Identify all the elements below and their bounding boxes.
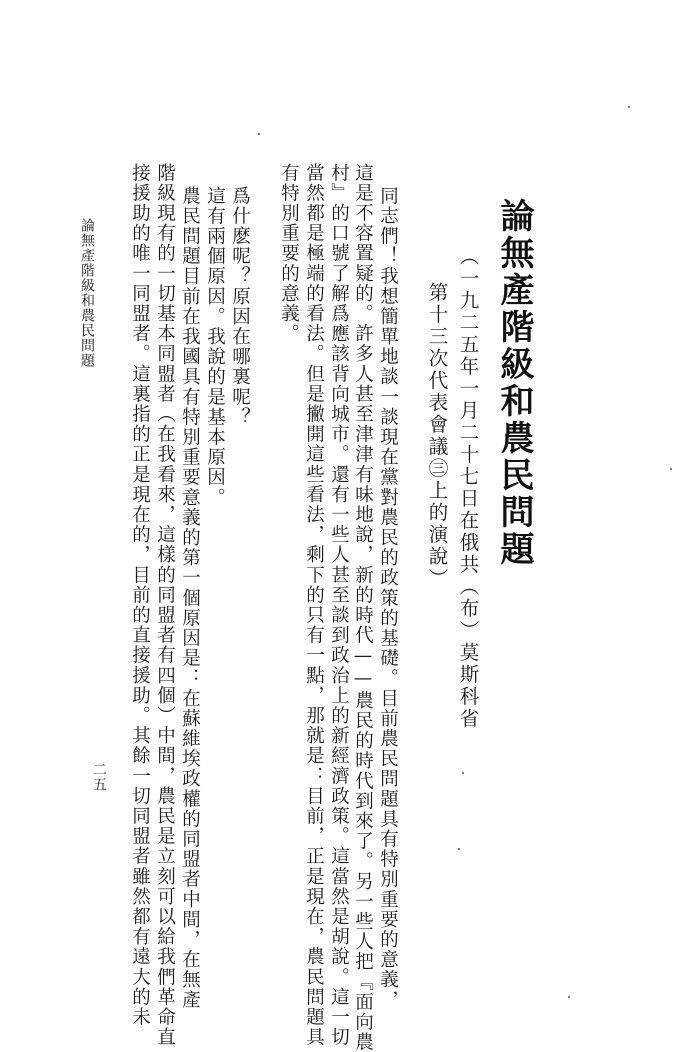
running-head: 論無產階級和農民問題 [79, 218, 95, 368]
body-column-9: 階級現有的一切基本同盟者（在我看來，這樣的同盟者有四個）中間，農民是立刻可以給我們革命直 [154, 163, 176, 1048]
scan-speck [670, 468, 672, 470]
scan-speck [462, 772, 464, 774]
scan-speck [258, 133, 260, 135]
page-title: 論無產階級和農民問題 [494, 198, 534, 568]
body-column-4: 當然都是極端的看法。但是撇開這些看法，剩下的只有一點，那就是：目前，正是現在，農民問題具 [303, 163, 325, 1048]
body-column-3: 村』的口號了解爲應該背向城市。還有一些人甚至談到政治上的新經濟政策。這當然是胡說。這一切 [328, 163, 350, 1048]
body-column-6: 爲什麽呢？原因在哪裏呢？ [229, 186, 251, 428]
subtitle-line-2: 第十三次代表會議㊂上的演說） [425, 282, 449, 590]
body-column-10: 接援助的唯一同盟者。這裏指的正是現在的，目前的直接援助。其餘一切同盟者雖然都有遠大的未 [129, 163, 151, 1028]
body-column-1: 同志們！我想簡單地談一談現在黨對農民的政策的基礎。目前農民問題具有特別重要的意義， [377, 186, 399, 1011]
page-number: 二五 [91, 762, 107, 792]
body-column-5: 有特別重要的意義。 [278, 163, 300, 344]
scan-speck [628, 106, 630, 108]
subtitle-line-1: （一九二五年一月二十七日在俄共（布）莫斯科省 [456, 246, 480, 730]
body-column-7: 這有兩個原因。我說的是基本原因。 [204, 186, 226, 508]
body-column-2: 這是不容置疑的。許多人甚至津津有味地說，新的時代——農民的時代到來了。另一些人把『面向農 [352, 163, 374, 1052]
scan-speck [458, 848, 460, 850]
scan-speck [568, 996, 570, 998]
body-column-8: 農民問題目前在我國具有特別重要意義的第一個原因是：在蘇維埃政權的同盟者中間，在無產 [179, 186, 201, 1011]
